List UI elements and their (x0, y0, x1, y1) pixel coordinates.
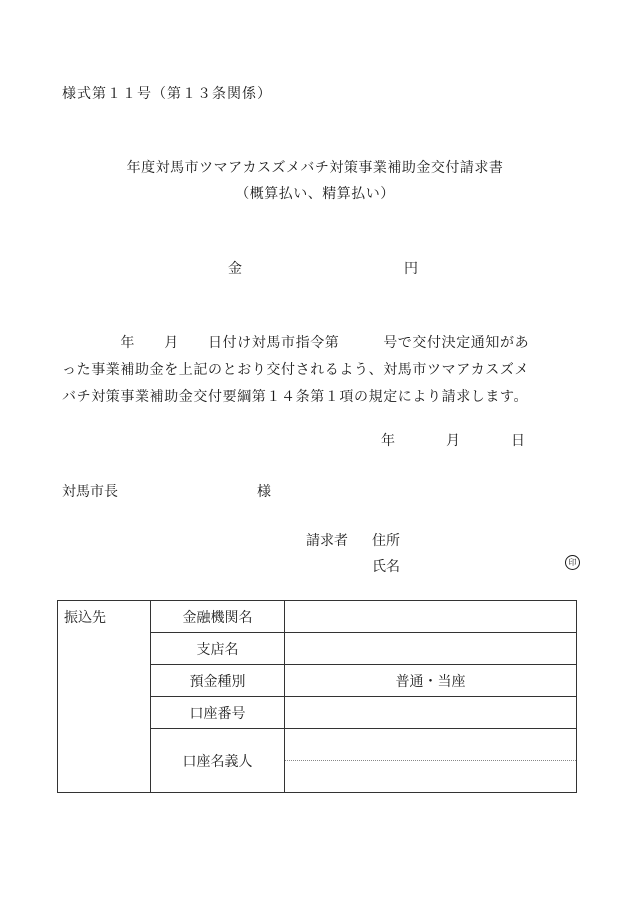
branch-name-value[interactable] (285, 633, 577, 665)
branch-name-label: 支店名 (151, 633, 285, 665)
document-subtitle: （概算払い、精算払い） (235, 186, 395, 202)
date-day-label: 日 (511, 433, 525, 449)
account-number-label: 口座番号 (151, 697, 285, 729)
bank-name-label: 金融機関名 (151, 601, 285, 633)
form-number: 様式第１１号（第１３条関係） (62, 86, 272, 102)
amount-yen-label: 円 (404, 261, 418, 277)
account-holder-label: 口座名義人 (151, 729, 285, 793)
account-type-label: 預金種別 (151, 665, 285, 697)
account-type-value[interactable]: 普通・当座 (285, 665, 577, 697)
body-line-1: 年 月 日付け対馬市指令第 号で交付決定通知があ (62, 335, 530, 351)
bank-table-header: 振込先 (58, 601, 151, 793)
date-year-label: 年 (381, 433, 395, 449)
date-month-label: 月 (446, 433, 460, 449)
account-holder-name-field[interactable] (285, 761, 577, 793)
addressee-honorific: 様 (257, 484, 271, 500)
body-line-3: バチ対策事業補助金交付要綱第１４条第１項の規定により請求します。 (62, 389, 529, 405)
amount-kin-label: 金 (228, 261, 242, 277)
requester-name-label: 氏名 (372, 559, 400, 575)
document-title: 年度対馬市ツマアカスズメバチ対策事業補助金交付請求書 (126, 160, 504, 176)
seal-mark: 印 (565, 555, 580, 570)
body-line-2: った事業補助金を上記のとおり交付されるよう、対馬市ツマアカスズメ (62, 362, 530, 378)
bank-transfer-table (57, 600, 577, 793)
addressee-name: 対馬市長 (62, 484, 118, 500)
account-number-value[interactable] (285, 697, 577, 729)
requester-label: 請求者 (306, 533, 348, 549)
request-body (62, 330, 582, 411)
bank-name-value[interactable] (285, 601, 577, 633)
requester-address-label: 住所 (372, 533, 400, 549)
account-holder-kana-field[interactable] (285, 729, 577, 761)
